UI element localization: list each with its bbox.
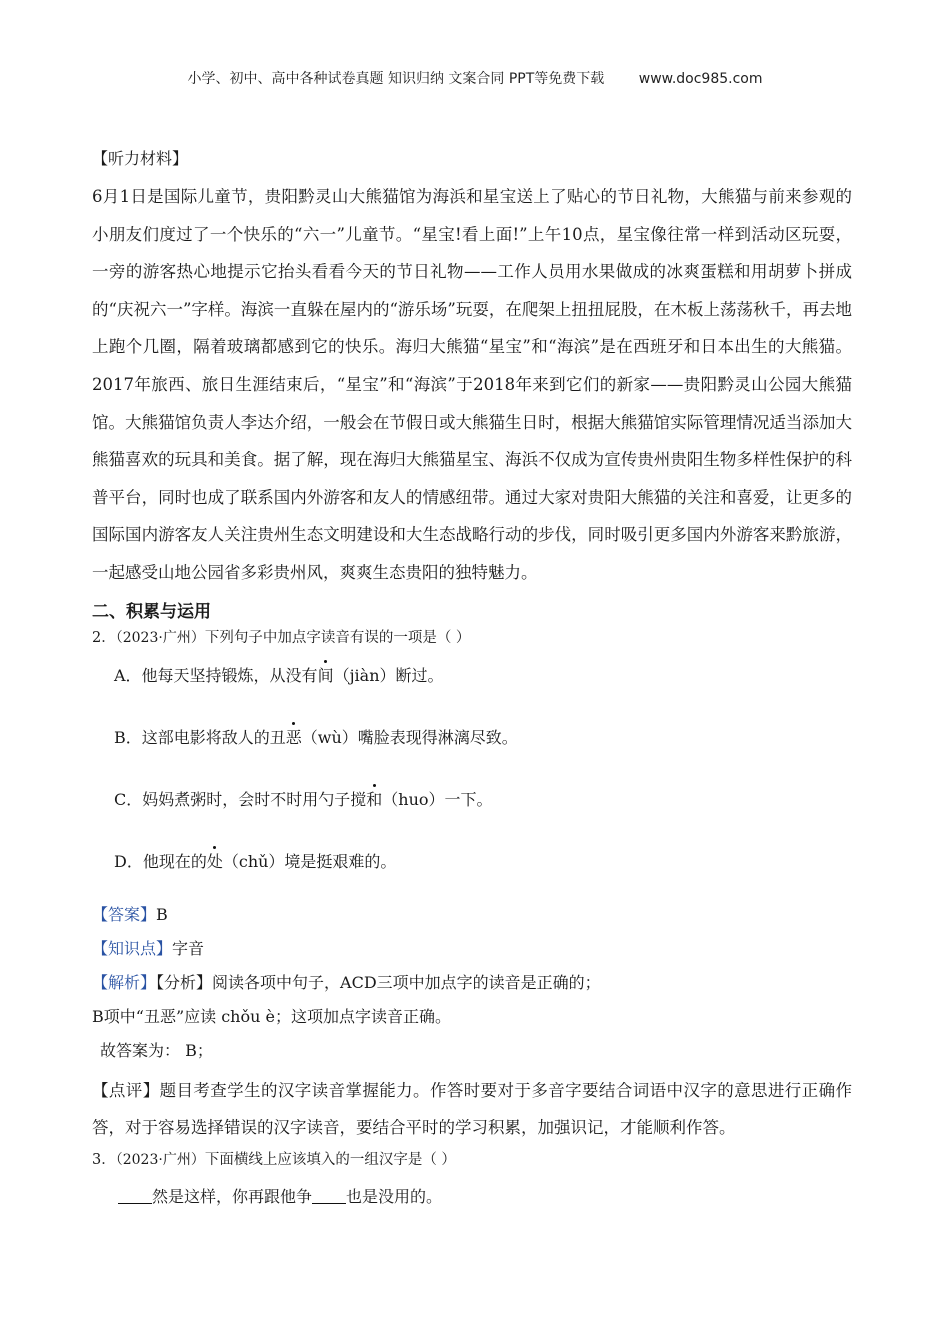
- question-2: [92, 626, 852, 650]
- section-heading: 二、积累与运用: [92, 601, 211, 622]
- option-text: A．他每天坚持锻炼，从没有: [114, 665, 318, 685]
- conclusion-line: 故答案为： B；: [100, 1040, 213, 1060]
- option-d: [114, 850, 852, 874]
- option-text: （chǔ）境是挺艰难的。: [222, 851, 397, 871]
- option-text: C．妈妈煮粥时，会时不时用勺子搅: [114, 789, 367, 809]
- q2-options: [114, 664, 852, 874]
- question-3: [92, 1148, 852, 1172]
- option-a: [114, 664, 852, 688]
- page-header: [0, 68, 950, 88]
- option-text: （wù）嘴脸表现得淋漓尽致。: [301, 727, 518, 747]
- answer-row: [92, 898, 852, 932]
- dotted-char: 间: [318, 664, 334, 688]
- header-text: 小学、初中、高中各种试卷真题 知识归纳 文案合同 PPT等免费下载: [187, 71, 605, 87]
- answer-value: B: [156, 904, 168, 924]
- question-number: 2．: [92, 629, 116, 646]
- option-b: [114, 726, 852, 750]
- fill-blank-2[interactable]: [312, 1187, 346, 1204]
- question-number: 3．: [92, 1151, 116, 1168]
- header-url[interactable]: www.doc985.com: [638, 71, 763, 87]
- question-source: （2023·广州）: [115, 629, 205, 646]
- review-paragraph: 【点评】题目考查学生的汉字读音掌握能力。作答时要对于多音字要结合词语中汉字的意思进行正确作答，对于容易选择错误的汉字读音，要结合平时的学习积累，加强识记，才能顺利作答。: [92, 1080, 852, 1137]
- option-c: [114, 788, 852, 812]
- sentence-part-1: 然是这样，你再跟他争: [152, 1186, 313, 1206]
- analysis-row: [92, 966, 852, 1000]
- question-source: （2023·广州）: [115, 1151, 205, 1168]
- knowledge-point-value: 字音: [172, 938, 205, 958]
- dotted-char: 和: [366, 788, 382, 812]
- question-stem: 下列句子中加点字读音有误的一项是（ ）: [204, 629, 471, 646]
- listening-paragraph: 6月1日是国际儿童节，贵阳黔灵山大熊猫馆为海浜和星宝送上了贴心的节日礼物，大熊猫与前来参观的小朋友们度过了一个快乐的“六一”儿童节。“星宝!看上面!”上午10点，星宝像往常一样到活动区玩耍，一旁的游客热心地提示它抬头看看今天的节日礼物——工作人员用水果做成的冰爽蛋糕和用胡萝卜拼成的“庆祝六一”字样。海滨一直躲在屋内的“游乐场”玩耍，在爬架上扭扭屁股，在木板上荡荡秋千，再去地上跑个几圈，隔着玻璃都感到它的快乐。海归大熊猫“星宝”和“海滨”是在西班牙和日本出生的大熊猫。2017年旅西、旅日生涯结束后，“星宝”和“海滨”于2018年来到它们的新家——贵阳黔灵山公园大熊猫馆。大熊猫馆负责人李达介绍，一般会在节假日或大熊猫生日时，根据大熊猫馆实际管理情况适当添加大熊猫喜欢的玩具和美食。据了解，现在海归大熊猫星宝、海浜不仅成为宣传贵州贵阳生物多样性保护的科普平台，同时也成了联系国内外游客和友人的情感纽带。通过大家对贵阳大熊猫的关注和喜爱，让更多的国际国内游客友人关注贵州生态文明建设和大生态战略行动的步伐，同时吸引更多国内外游客来黔旅游，一起感受山地公园省多彩贵州风，爽爽生态贵阳的独特魅力。: [92, 187, 852, 582]
- sentence-part-2: 也是没用的。: [346, 1186, 443, 1206]
- analysis-line-2: B项中“丑恶”应读 chǒu è；这项加点字读音正确。: [92, 1006, 451, 1026]
- listening-label: 【听力材料】: [92, 149, 189, 168]
- option-text: （jiàn）断过。: [333, 665, 444, 685]
- option-text: （huo）一下。: [382, 789, 493, 809]
- analysis-tag: 【解析】: [92, 972, 157, 992]
- question-stem: 下面横线上应该填入的一组汉字是（ ）: [204, 1151, 456, 1168]
- knowledge-point-row: [92, 932, 852, 966]
- knowledge-point-tag: 【知识点】: [92, 938, 173, 958]
- dotted-char: 恶: [286, 726, 302, 750]
- dotted-char: 处: [207, 850, 223, 874]
- answer-tag: 【答案】: [92, 904, 157, 924]
- analysis-text: 【分析】阅读各项中句子，ACD三项中加点字的读音是正确的；: [156, 972, 601, 992]
- option-text: B．这部电影将敌人的丑: [114, 727, 286, 747]
- option-text: D．他现在的: [114, 851, 207, 871]
- fill-blank-1[interactable]: [118, 1187, 152, 1204]
- q3-sentence: [92, 1180, 852, 1214]
- document-body: [92, 140, 852, 1214]
